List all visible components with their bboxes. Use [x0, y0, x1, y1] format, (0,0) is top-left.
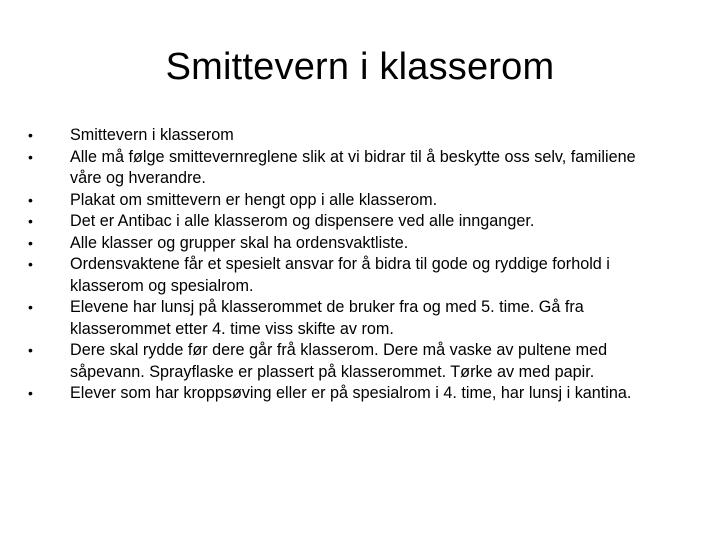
- slide-title: Smittevern i klasserom: [165, 46, 555, 88]
- bullet-icon: •: [28, 385, 33, 401]
- bullet-item: [28, 233, 668, 255]
- bullet-item: [28, 125, 668, 147]
- bullet-item: [28, 190, 668, 212]
- bullet-icon: •: [28, 299, 33, 315]
- bullet-icon: •: [28, 148, 33, 165]
- bullet-text: Ordensvaktene får et spesielt ansvar for å bidra til gode og ryddige forhold i klasserom og spesialrom.: [70, 255, 610, 295]
- bullet-item: [28, 147, 668, 190]
- bullet-icon: •: [28, 342, 33, 358]
- bullet-icon: •: [28, 234, 33, 251]
- bullet-icon: •: [28, 191, 33, 208]
- bullet-item: [28, 297, 668, 340]
- bullet-item: [28, 383, 668, 405]
- bullet-list: [28, 125, 668, 405]
- bullet-text: Alle må følge smittevernreglene slik at vi bidrar til å beskytte oss selv, familiene våre og hverandre.: [70, 147, 636, 187]
- bullet-item: [28, 340, 668, 383]
- bullet-text: Alle klasser og grupper skal ha ordensvaktliste.: [70, 233, 409, 252]
- bullet-text: Plakat om smittevern er hengt opp i alle klasserom.: [70, 190, 438, 209]
- bullet-item: [28, 211, 668, 233]
- bullet-icon: •: [28, 213, 33, 229]
- bullet-text: Smittevern i klasserom: [70, 126, 234, 144]
- bullet-icon: •: [28, 256, 33, 272]
- bullet-text: Elever som har kroppsøving eller er på spesialrom i 4. time, har lunsj i kantina.: [70, 384, 632, 402]
- bullet-text: Elevene har lunsj på klasserommet de bruker fra og med 5. time. Gå fra klasserommet etter 4. time viss skifte av rom.: [70, 298, 584, 338]
- bullet-item: [28, 254, 668, 297]
- bullet-text: Det er Antibac i alle klasserom og dispensere ved alle innganger.: [70, 212, 535, 230]
- bullet-text: Dere skal rydde før dere går frå klasserom. Dere må vaske av pultene med såpevann. Sprayflaske er plassert på klasserommet. Tørke av med papir.: [70, 341, 608, 381]
- bullet-icon: •: [28, 127, 33, 143]
